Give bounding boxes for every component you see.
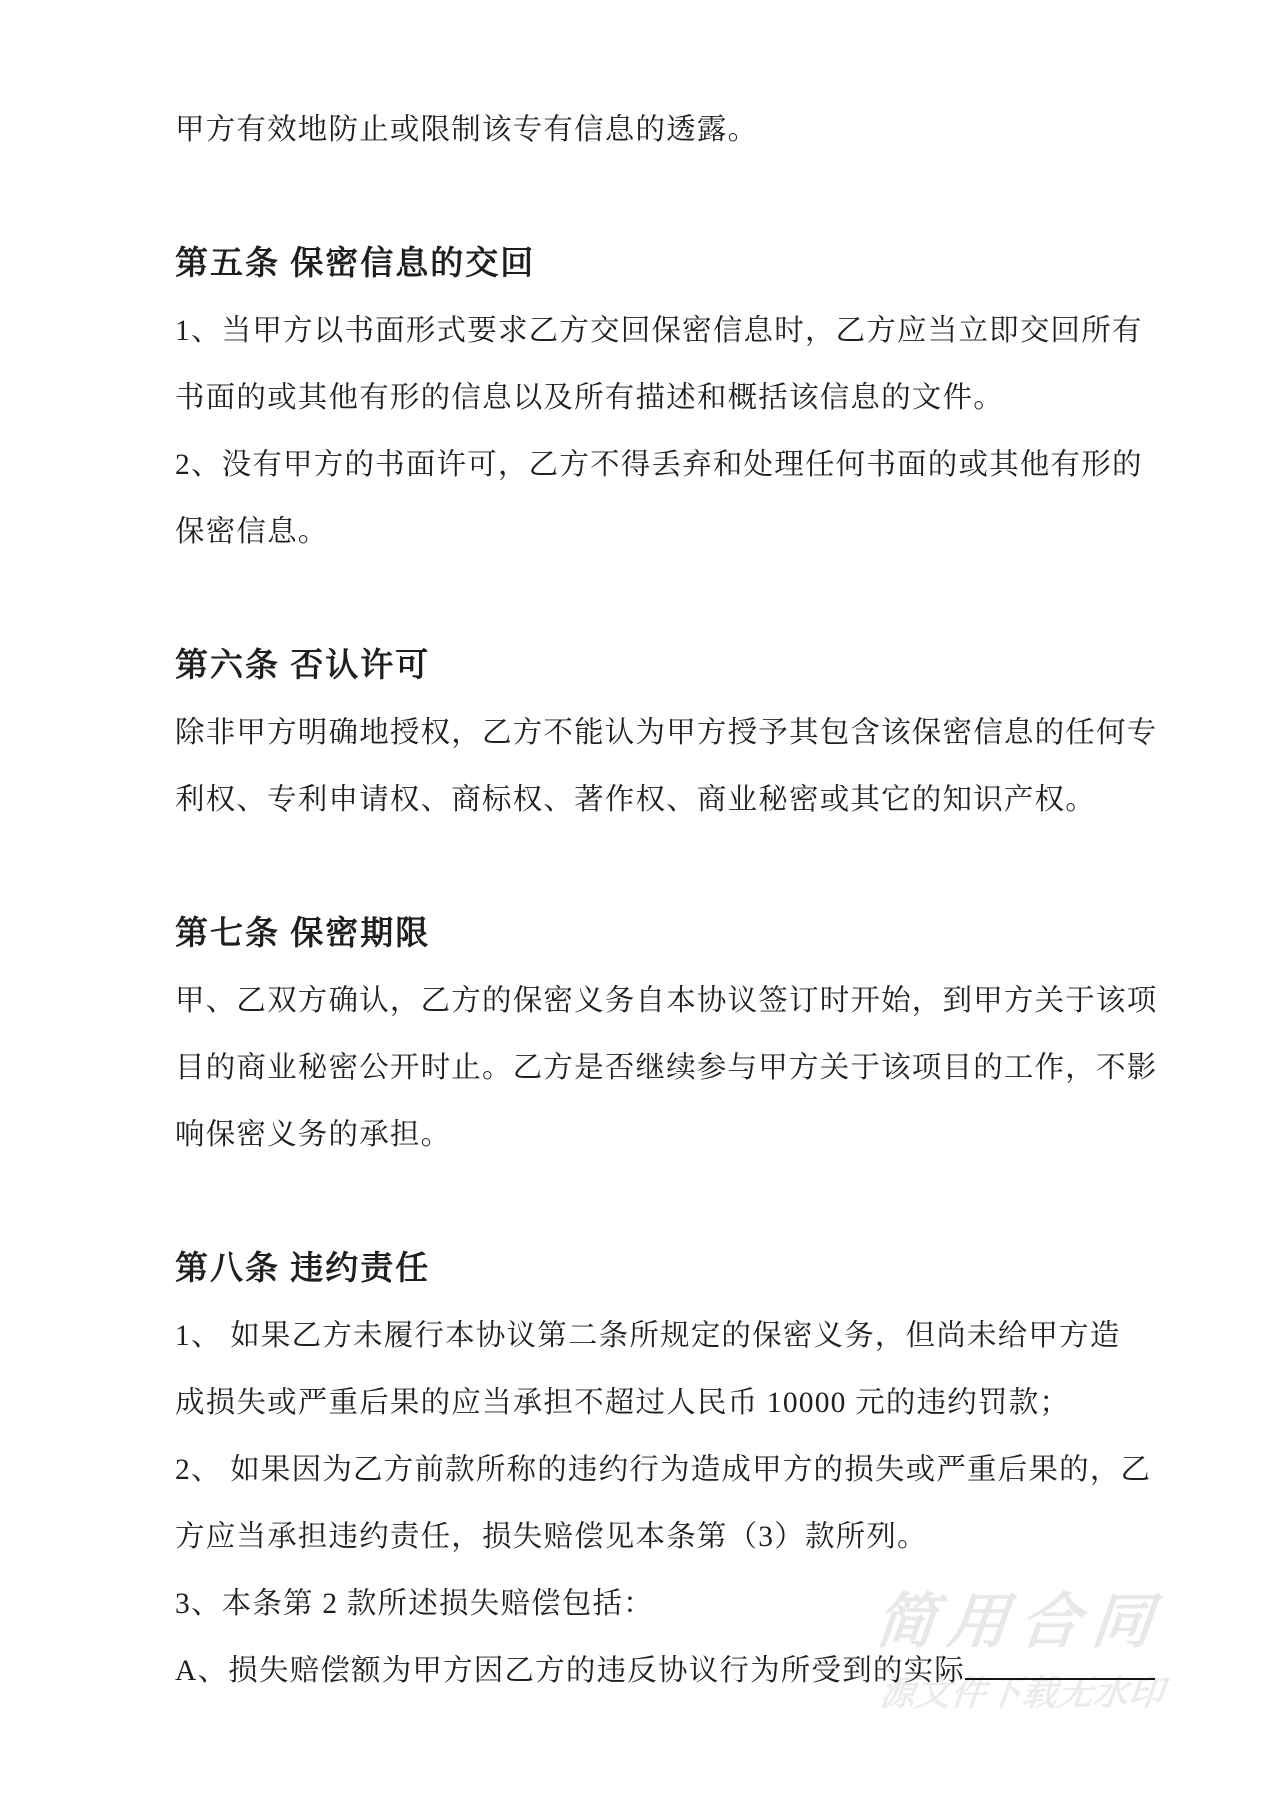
paragraph-text: 目的商业秘密公开时止。乙方是否继续参与甲方关于该项目的工作，不影 — [175, 1052, 1158, 1084]
paragraph-text: 2、 如果因为乙方前款所称的违约行为造成甲方的损失或严重后果的，乙 — [175, 1454, 1152, 1486]
paragraph-text: 响保密义务的承担。 — [175, 1119, 452, 1151]
paragraph-line — [175, 1571, 1185, 1638]
paragraph-text: 1、当甲方以书面形式要求乙方交回保密信息时，乙方应当立即交回所有 — [175, 315, 1143, 347]
paragraph-text: 方应当承担违约责任，损失赔偿见本条第（3）款所列。 — [175, 1521, 928, 1553]
document-body — [175, 97, 1185, 1705]
paragraph-line — [175, 1638, 1185, 1705]
paragraph-line — [175, 1035, 1185, 1102]
fill-in-blank — [965, 1640, 1155, 1680]
paragraph-text: 保密信息。 — [175, 516, 329, 548]
paragraph-line — [175, 298, 1185, 365]
paragraph-line — [175, 1303, 1185, 1370]
paragraph-line — [175, 1370, 1185, 1437]
paragraph-line — [175, 499, 1185, 566]
paragraph-text: 2、没有甲方的书面许可，乙方不得丢弃和处理任何书面的或其他有形的 — [175, 449, 1143, 481]
paragraph-line — [175, 1102, 1185, 1169]
paragraph-line — [175, 1504, 1185, 1571]
section-heading: 第八条 违约责任 — [175, 1251, 431, 1287]
sections — [175, 231, 1185, 1705]
paragraph-text: A、损失赔偿额为甲方因乙方的违反协议行为所受到的实际 — [175, 1655, 966, 1687]
paragraph-line — [175, 700, 1185, 767]
paragraph-line — [175, 365, 1185, 432]
paragraph-text: 甲、乙双方确认，乙方的保密义务自本协议签订时开始，到甲方关于该项 — [175, 985, 1158, 1017]
section-heading: 第六条 否认许可 — [175, 648, 431, 684]
contract-section — [175, 633, 1185, 834]
paragraph-text: 利权、专利申请权、商标权、著作权、商业秘密或其它的知识产权。 — [175, 784, 1097, 816]
paragraph-text: 3、本条第 2 款所述损失赔偿包括： — [175, 1588, 654, 1620]
paragraph-text: 成损失或严重后果的应当承担不超过人民币 10000 元的违约罚款； — [175, 1387, 1071, 1419]
contract-section — [175, 1236, 1185, 1705]
contract-section — [175, 901, 1185, 1169]
watermark-subtitle: 源文件下载无水印 — [877, 1674, 1167, 1713]
paragraph-text: 1、 如果乙方未履行本协议第二条所规定的保密义务，但尚未给甲方造 — [175, 1320, 1121, 1352]
watermark-title: 简用合同 — [872, 1588, 1168, 1655]
contract-section — [175, 231, 1185, 566]
section-heading: 第五条 保密信息的交回 — [175, 246, 536, 282]
paragraph-line: 甲方有效地防止或限制该专有信息的透露。 — [175, 114, 759, 146]
section-heading: 第七条 保密期限 — [175, 916, 431, 952]
paragraph-line — [175, 1437, 1185, 1504]
paragraph-line — [175, 432, 1185, 499]
paragraph-line — [175, 968, 1185, 1035]
paragraph-line — [175, 767, 1185, 834]
paragraph-text: 除非甲方明确地授权，乙方不能认为甲方授予其包含该保密信息的任何专 — [175, 717, 1158, 749]
paragraph-text: 书面的或其他有形的信息以及所有描述和概括该信息的文件。 — [175, 382, 1004, 414]
